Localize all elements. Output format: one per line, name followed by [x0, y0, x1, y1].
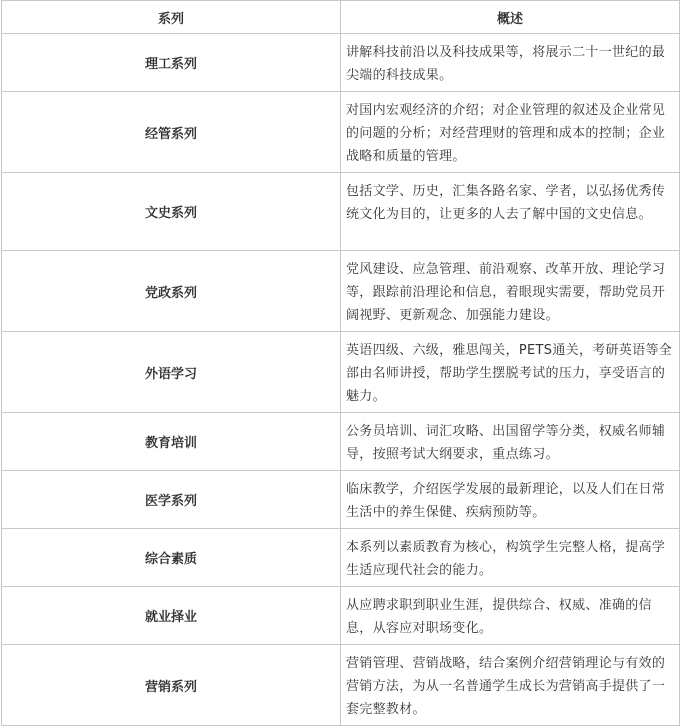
series-description: 英语四级、六级，雅思闯关，PETS通关，考研英语等全部由名师讲授，帮助学生摆脱考试的压力，享受语言的魅力。	[341, 332, 680, 413]
series-name: 经管系列	[2, 92, 341, 173]
table-header-row	[2, 1, 680, 34]
series-table-container	[1, 0, 679, 726]
series-description: 讲解科技前沿以及科技成果等，将展示二十一世纪的最尖端的科技成果。	[341, 34, 680, 92]
table-row	[2, 529, 680, 587]
series-name: 文史系列	[2, 173, 341, 251]
series-name: 外语学习	[2, 332, 341, 413]
series-name: 营销系列	[2, 645, 341, 726]
table-row	[2, 34, 680, 92]
series-description: 党风建设、应急管理、前沿观察、改革开放、理论学习等，跟踪前沿理论和信息，着眼现实需要，帮助党员开阔视野、更新观念、加强能力建设。	[341, 251, 680, 332]
header-overview: 概述	[341, 1, 680, 34]
series-description: 本系列以素质教育为核心，构筑学生完整人格，提高学生适应现代社会的能力。	[341, 529, 680, 587]
table-row	[2, 251, 680, 332]
header-series: 系列	[2, 1, 341, 34]
series-description: 营销管理、营销战略，结合案例介绍营销理论与有效的营销方法，为从一名普通学生成长为营销高手提供了一套完整教材。	[341, 645, 680, 726]
table-row	[2, 332, 680, 413]
table-row	[2, 471, 680, 529]
table-row	[2, 413, 680, 471]
series-table	[1, 0, 680, 726]
series-description: 公务员培训、词汇攻略、出国留学等分类，权威名师辅导，按照考试大纲要求，重点练习。	[341, 413, 680, 471]
series-description: 对国内宏观经济的介绍；对企业管理的叙述及企业常见的问题的分析；对经营理财的管理和成本的控制；企业战略和质量的管理。	[341, 92, 680, 173]
series-description: 从应聘求职到职业生涯，提供综合、权威、准确的信息，从容应对职场变化。	[341, 587, 680, 645]
series-description: 临床教学，介绍医学发展的最新理论，以及人们在日常生活中的养生保健、疾病预防等。	[341, 471, 680, 529]
series-name: 医学系列	[2, 471, 341, 529]
series-name: 就业择业	[2, 587, 341, 645]
series-name: 理工系列	[2, 34, 341, 92]
series-name: 党政系列	[2, 251, 341, 332]
table-row	[2, 645, 680, 726]
table-row	[2, 587, 680, 645]
series-name: 综合素质	[2, 529, 341, 587]
series-description: 包括文学、历史，汇集各路名家、学者，以弘扬优秀传统文化为目的，让更多的人去了解中国的文史信息。	[341, 173, 680, 251]
table-row	[2, 92, 680, 173]
table-row	[2, 173, 680, 251]
series-name: 教育培训	[2, 413, 341, 471]
